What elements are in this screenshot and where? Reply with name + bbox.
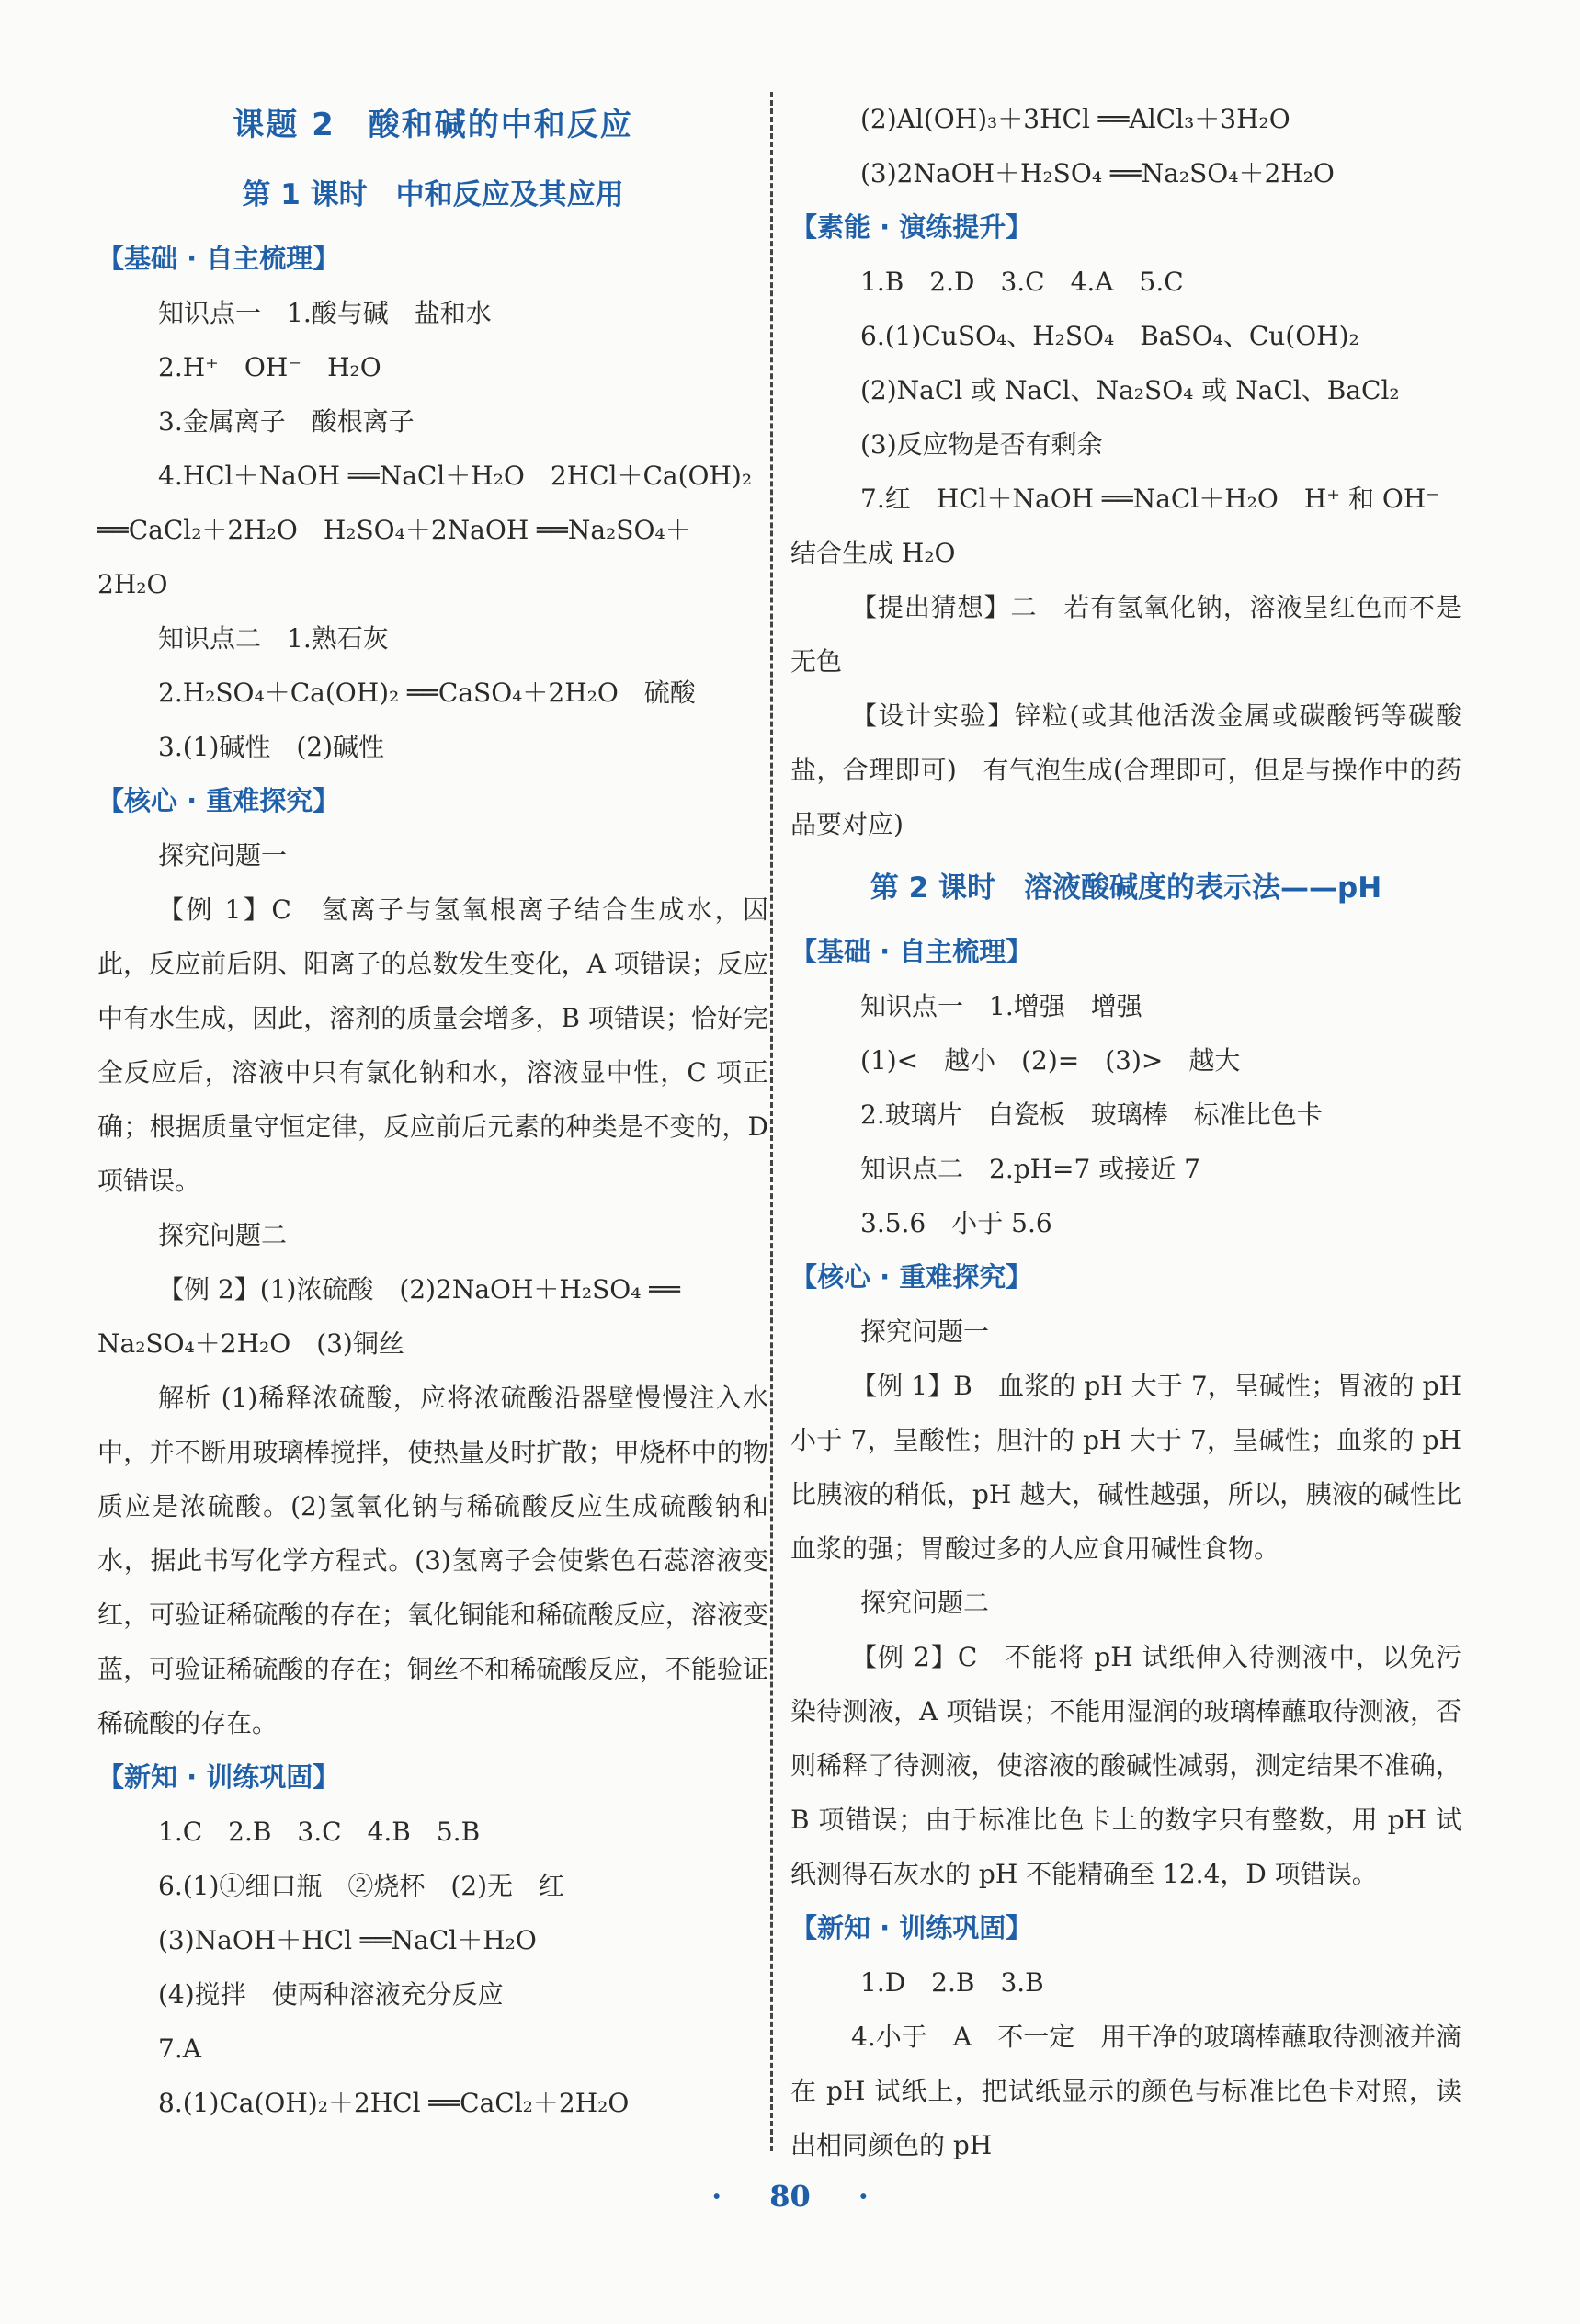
example-2-line-a: 【例 2】(1)浓硫酸 (2)2NaOH＋H₂SO₄ ══ [158, 1274, 681, 1304]
r-new-answer-4-text: 4.小于 A 不一定 用干净的玻璃棒蘸取待测液并滴在 pH 试纸上，把试纸显示的颜色与标准比色卡对照，读出相同颜色的 pH [790, 2022, 1461, 2160]
section-new: 【新知 · 训练巩固】 [97, 1761, 340, 1793]
ability-answer-7-b: 结合生成 H₂O [790, 538, 956, 568]
ability-answer-6-2: (2)NaCl 或 NaCl、Na₂SO₄ 或 NaCl、BaCl₂ [860, 375, 1400, 405]
kp1-item-2: 2.H⁺ OH⁻ H₂O [158, 352, 381, 382]
design-text: 【设计实验】锌粒(或其他活泼金属或碳酸钙等碳酸盐，合理即可) 有气泡生成(合理即可，但是与操作中的药品要对应) [790, 701, 1461, 839]
k1-line: 知识点一 1.增强 增强 [860, 991, 1142, 1021]
ability-answer-7: 7.红 HCl＋NaOH ══NaCl＋H₂O H⁺ 和 OH⁻ [860, 484, 1440, 514]
k1-item-2: 2.玻璃片 白瓷板 玻璃棒 标准比色卡 [860, 1099, 1323, 1130]
kp1-line: 知识点一 1.酸与碱 盐和水 [158, 298, 492, 328]
k2-line: 知识点二 2.pH=7 或接近 7 [860, 1154, 1200, 1184]
new-answer-6-3: (3)NaOH＋HCl ══NaCl＋H₂O [158, 1925, 537, 1955]
kp1-item-4c: 2H₂O [97, 569, 168, 599]
r-new-answers-1-3: 1.D 2.B 3.B [860, 1967, 1044, 1998]
kp2-item-2: 2.H₂SO₄＋Ca(OH)₂ ══CaSO₄＋2H₂O 硫酸 [158, 678, 696, 708]
period-1-title: 第 1 课时 中和反应及其应用 [242, 178, 624, 211]
left-column [97, 92, 768, 2130]
section-ability: 【素能 · 演练提升】 [790, 211, 1033, 243]
kp1-item-3: 3.金属离子 酸根离子 [158, 406, 415, 437]
guess-text: 【提出猜想】二 若有氢氧化钠，溶液呈红色而不是无色 [790, 592, 1461, 677]
r-new-answer-4 [790, 2010, 1461, 2172]
page-number: · 80 · [711, 2179, 869, 2214]
design-paragraph [790, 689, 1461, 851]
r-example-2-text: 【例 2】C 不能将 pH 试纸伸入待测液中，以免污染待测液，A 项错误；不能用湿润的玻璃棒蘸取待测液，否则稀释了待测液，使溶液的酸碱性减弱，测定结果不准确，B 项错误；由于标准比色卡上的数字只有整数，用 pH 试纸测得石灰水的 pH 不能精确至 12.4，D 项错误。 [790, 1642, 1461, 1889]
example-2-line-b: Na₂SO₄＋2H₂O (3)铜丝 [97, 1328, 404, 1359]
r-example-1-text: 【例 1】B 血浆的 pH 大于 7，呈碱性；胃液的 pH 小于 7，呈酸性；胆汁的 pH 大于 7，呈碱性；血浆的 pH 比胰液的稍低，pH 越大，碱性越强，所以，胰液的碱性比血浆的强；胃酸过多的人应食用碱性食物。 [790, 1371, 1461, 1564]
right-column [790, 92, 1461, 2172]
k1-sub: (1)< 越小 (2)= (3)> 越大 [860, 1045, 1241, 1076]
section-basic: 【基础 · 自主梳理】 [97, 243, 340, 274]
period-2-title: 第 2 课时 溶液酸碱度的表示法——pH [870, 872, 1382, 905]
answer-8-3: (3)2NaOH＋H₂SO₄ ══Na₂SO₄＋2H₂O [860, 158, 1335, 188]
lesson-title: 课题 2 酸和碱的中和反应 [233, 107, 633, 143]
example-1-text: 【例 1】C 氢离子与氢氧根离子结合生成水，因此，反应前后阴、阳离子的总数发生变化，A 项错误；反应中有水生成，因此，溶剂的质量会增多，B 项错误；恰好完全反应后，溶液中只有氯化钠和水，溶液显中性，C 项正确；根据质量守恒定律，反应前后元素的种类是不变的，D 项错误。 [97, 894, 768, 1196]
new-answer-6-4: (4)搅拌 使两种溶液充分反应 [158, 1979, 504, 2010]
r-example-1 [790, 1359, 1461, 1576]
kp2-line: 知识点二 1.熟石灰 [158, 623, 389, 654]
new-answer-8: 8.(1)Ca(OH)₂＋2HCl ══CaCl₂＋2H₂O [158, 2088, 630, 2118]
section-core-2: 【核心 · 重难探究】 [790, 1261, 1033, 1293]
example-1-answer [97, 883, 768, 1208]
section-new-2: 【新知 · 训练巩固】 [790, 1912, 1033, 1943]
section-core: 【核心 · 重难探究】 [97, 785, 340, 816]
r-question-2-heading: 探究问题二 [860, 1588, 990, 1618]
guess-paragraph [790, 580, 1461, 689]
kp2-item-3: 3.(1)碱性 (2)碱性 [158, 732, 385, 762]
analysis-paragraph [97, 1371, 768, 1750]
k2-item-3: 3.5.6 小于 5.6 [860, 1208, 1052, 1238]
section-basic-2: 【基础 · 自主梳理】 [790, 936, 1033, 967]
page-number-value: 80 [769, 2179, 811, 2214]
kp1-item-4a: 4.HCl＋NaOH ══NaCl＋H₂O 2HCl＋Ca(OH)₂ [158, 461, 753, 491]
analysis-text: 解析 (1)稀释浓硫酸，应将浓硫酸沿器壁慢慢注入水中，并不断用玻璃棒搅拌，使热量及时扩散；甲烧杯中的物质应是浓硫酸。(2)氢氧化钠与稀硫酸反应生成硫酸钠和水，据此书写化学方程式。(3)氢离子会使紫色石蕊溶液变红，可验证稀硫酸的存在；氧化铜能和稀硫酸反应，溶液变蓝，可验证稀硫酸的存在；铜丝不和稀硫酸反应，不能验证稀硫酸的存在。 [97, 1383, 768, 1738]
ability-answers-1-5: 1.B 2.D 3.C 4.A 5.C [860, 267, 1184, 297]
question-1-heading: 探究问题一 [158, 840, 288, 871]
new-answers-1-5: 1.C 2.B 3.C 4.B 5.B [158, 1817, 481, 1847]
r-example-2 [790, 1630, 1461, 1901]
ability-answer-6: 6.(1)CuSO₄、H₂SO₄ BaSO₄、Cu(OH)₂ [860, 321, 1359, 351]
column-divider [770, 92, 773, 2151]
question-2-heading: 探究问题二 [158, 1220, 288, 1250]
r-question-1-heading: 探究问题一 [860, 1316, 990, 1347]
kp1-item-4b: ══CaCl₂＋2H₂O H₂SO₄＋2NaOH ══Na₂SO₄＋ [97, 515, 691, 545]
answer-8-2: (2)Al(OH)₃＋3HCl ══AlCl₃＋3H₂O [860, 104, 1290, 134]
new-answer-6: 6.(1)①细口瓶 ②烧杯 (2)无 红 [158, 1871, 565, 1901]
new-answer-7: 7.A [158, 2034, 201, 2064]
ability-answer-6-3: (3)反应物是否有剩余 [860, 429, 1103, 460]
